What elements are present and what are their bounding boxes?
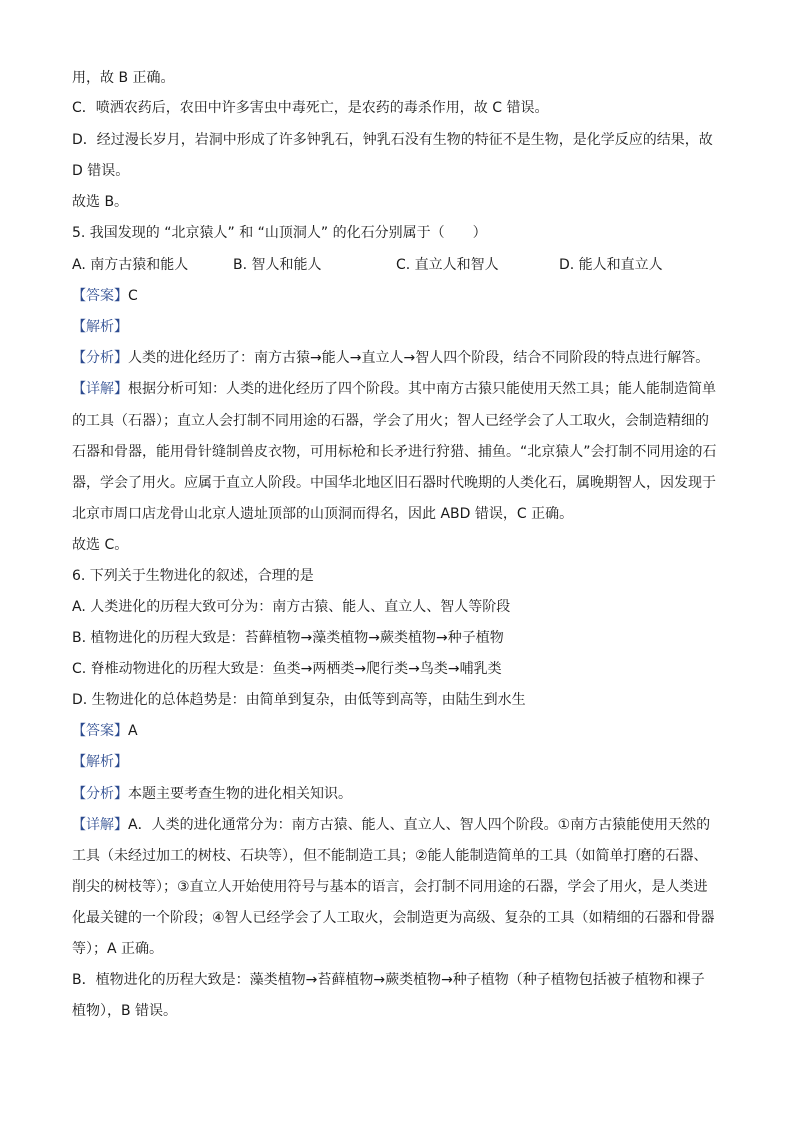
text-line: 石器和骨器，能用骨针缝制兽皮衣物，可用标枪和长矛进行狩猎、捕鱼。“北京猿人”会打制不同用途的石 xyxy=(72,444,717,460)
q6-option-c: C. 脊椎动物进化的历程大致是：鱼类→两栖类→爬行类→鸟类→哺乳类 xyxy=(72,661,502,677)
q5-xiangjie xyxy=(72,379,716,399)
text-line: 用，故 B 正确。 xyxy=(72,70,175,86)
answer-value: C xyxy=(128,288,138,304)
analysis-tag: 【解析】 xyxy=(72,319,128,335)
q6-fenxi xyxy=(72,784,352,804)
fenxi-tag: 【分析】 xyxy=(72,350,128,366)
text-line: D．经过漫长岁月，岩洞中形成了许多钟乳石，钟乳石没有生物的特征不是生物，是化学反应的结果，故 xyxy=(72,132,713,148)
q5-fenxi xyxy=(72,348,709,368)
text-line: 器，学会了用火。应属于直立人阶段。中国华北地区旧石器时代晚期的人类化石，属晚期智人，因发现于 xyxy=(72,475,716,491)
q5-answer xyxy=(72,286,138,306)
q5-option-a: A. 南方古猿和能人 xyxy=(72,257,189,273)
question-6-stem: 6. 下列关于生物进化的叙述，合理的是 xyxy=(72,568,314,584)
answer-tag: 【答案】 xyxy=(72,723,128,739)
fenxi-text: 本题主要考查生物的进化相关知识。 xyxy=(128,786,352,802)
text-line: B．植物进化的历程大致是：藻类植物→苔藓植物→蕨类植物→种子植物（种子植物包括被子植物和裸子 xyxy=(72,972,705,988)
text-line: 等）；A 正确。 xyxy=(72,941,164,957)
xiangjie-tag: 【详解】 xyxy=(72,817,128,833)
q5-conclusion: 故选 C。 xyxy=(72,537,129,553)
xiangjie-text: 根据分析可知：人类的进化经历了四个阶段。其中南方古猿只能使用天然工具；能人能制造简单 xyxy=(128,381,716,397)
q6-option-a: A. 人类进化的历程大致可分为：南方古猿、能人、直立人、智人等阶段 xyxy=(72,599,511,615)
text-line: 故选 B。 xyxy=(72,194,129,210)
fenxi-tag: 【分析】 xyxy=(72,786,128,802)
xiangjie-text: A．人类的进化通常分为：南方古猿、能人、直立人、智人四个阶段。①南方古猿能使用天然的 xyxy=(128,817,711,833)
question-5-stem: 5. 我国发现的 “北京猿人” 和 “山顶洞人” 的化石分别属于（ ） xyxy=(72,225,487,241)
q5-option-c: C. 直立人和智人 xyxy=(396,257,499,273)
text-line: 植物），B 错误。 xyxy=(72,1003,178,1019)
text-line: 削尖的树枝等）；③直立人开始使用符号与基本的语言，会打制不同用途的石器，学会了用火，是人类进 xyxy=(72,879,708,895)
xiangjie-tag: 【详解】 xyxy=(72,381,128,397)
text-line: 北京市周口店龙骨山北京人遗址顶部的山顶洞而得名，因此 ABD 错误，C 正确。 xyxy=(72,506,574,522)
q6-option-d: D. 生物进化的总体趋势是：由简单到复杂，由低等到高等，由陆生到水生 xyxy=(72,692,526,708)
text-line: 工具（未经过加工的树枝、石块等），但不能制造工具；②能人能制造简单的工具（如简单打磨的石器、 xyxy=(72,848,708,864)
text-line: D 错误。 xyxy=(72,163,130,179)
text-line: 化最关键的一个阶段；④智人已经学会了人工取火，会制造更为高级、复杂的工具（如精细的石器和骨器 xyxy=(72,910,715,926)
text-line: C．喷洒农药后，农田中许多害虫中毒死亡，是农药的毒杀作用，故 C 错误。 xyxy=(72,100,549,116)
q6-option-b: B. 植物进化的历程大致是：苔藓植物→藻类植物→蕨类植物→种子植物 xyxy=(72,630,504,646)
answer-tag: 【答案】 xyxy=(72,288,128,304)
q6-answer xyxy=(72,721,138,741)
q5-option-b: B. 智人和能人 xyxy=(233,257,322,273)
q5-option-d: D. 能人和直立人 xyxy=(559,257,663,273)
answer-value: A xyxy=(128,723,138,739)
fenxi-text: 人类的进化经历了：南方古猿→能人→直立人→智人四个阶段，结合不同阶段的特点进行解答。 xyxy=(128,350,710,366)
q6-analysis-heading xyxy=(72,752,128,772)
q5-analysis-heading xyxy=(72,317,128,337)
text-line: 的工具（石器）；直立人会打制不同用途的石器，学会了用火；智人已经学会了人工取火，会制造精细的 xyxy=(72,413,709,429)
analysis-tag: 【解析】 xyxy=(72,754,128,770)
q6-xiangjie xyxy=(72,815,710,835)
